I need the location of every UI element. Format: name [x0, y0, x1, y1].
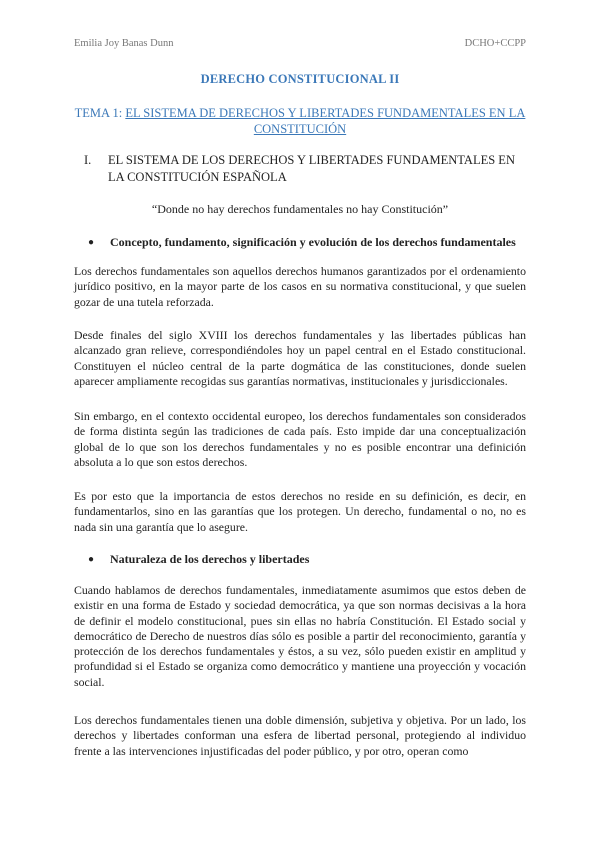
- subheading-text: Naturaleza de los derechos y libertades: [110, 552, 310, 566]
- paragraph: Desde finales del siglo XVIII los derechos fundamentales y las libertades públicas han alcanzado gran relieve, correspondiéndoles hoy un papel central en el Estado constitucional. Constituyen el núcleo central de la parte dogmática de las constituciones, donde suelen aparecer ampliamente recogidas sus garantías normativas, institucionales y jurisdiccionales.: [74, 328, 526, 388]
- tema-prefix: TEMA 1: [74, 106, 119, 120]
- epigraph-quote: “Donde no hay derechos fundamentales no hay Constitución”: [151, 202, 449, 216]
- document-title: DERECHO CONSTITUCIONAL II: [200, 72, 400, 86]
- header-course: DCHO+CCPP: [464, 38, 526, 49]
- subheading-concepto: [88, 235, 516, 250]
- bullet-icon: ●: [88, 554, 95, 565]
- paragraph: Es por esto que la importancia de estos derechos no reside en su definición, es decir, en fundamentarlos, sino en las garantías que los protegen. Un derecho, fundamental o no, no es nada sin una garantía que lo asegure.: [74, 489, 526, 534]
- tema-separator: :: [118, 106, 126, 120]
- bullet-icon: ●: [88, 237, 95, 248]
- section-number: I.: [84, 153, 92, 167]
- paragraph: Los derechos fundamentales tienen una doble dimensión, subjetiva y objetiva. Por un lado, los derechos y libertades conforman una esfera de libertad personal, protegiendo al individuo frente a las intervenciones injustificadas del poder público, y por otro, operan como: [74, 713, 526, 758]
- subheading-naturaleza: [88, 552, 309, 567]
- section-heading: [84, 152, 534, 186]
- header-author: Emilia Joy Banas Dunn: [74, 38, 174, 49]
- paragraph: Los derechos fundamentales son aquellos derechos humanos garantizados por el ordenamiento jurídico positivo, en la mayor parte de los casos en su normativa constitucional, y que suelen gozar de una tutela reforzada.: [74, 264, 526, 309]
- paragraph: Cuando hablamos de derechos fundamentales, inmediatamente asumimos que estos deben de existir en una forma de Estado y sociedad democrática, ya que son normas decisivas a la hora de definir el modelo constitucional, pues sin ellas no habría Constitución. El Estado social y democrático de Derecho de nuestros días sólo es posible a partir del reconocimiento, garantía y protección de los derechos fundamentales y éstos, a su vez, sólo pueden existir en amplitud y profundidad si el Estado se organiza como democrático y mantiene una proyección y vocación social.: [74, 583, 526, 689]
- paragraph: Sin embargo, en el contexto occidental europeo, los derechos fundamentales son considerados de forma distinta según las tradiciones de cada país. Esto impide dar una conceptualización global de lo que son los derechos fundamentales y no es posible encontrar una definición absoluta a lo que son estos derechos.: [74, 409, 526, 469]
- tema-heading: [70, 105, 530, 137]
- tema-text: EL SISTEMA DE DERECHOS Y LIBERTADES FUNDAMENTALES EN LA CONSTITUCIÓN: [125, 106, 526, 136]
- subheading-text: Concepto, fundamento, significación y evolución de los derechos fundamentales: [110, 235, 516, 249]
- section-title: EL SISTEMA DE LOS DERECHOS Y LIBERTADES FUNDAMENTALES EN LA CONSTITUCIÓN ESPAÑOLA: [108, 153, 515, 184]
